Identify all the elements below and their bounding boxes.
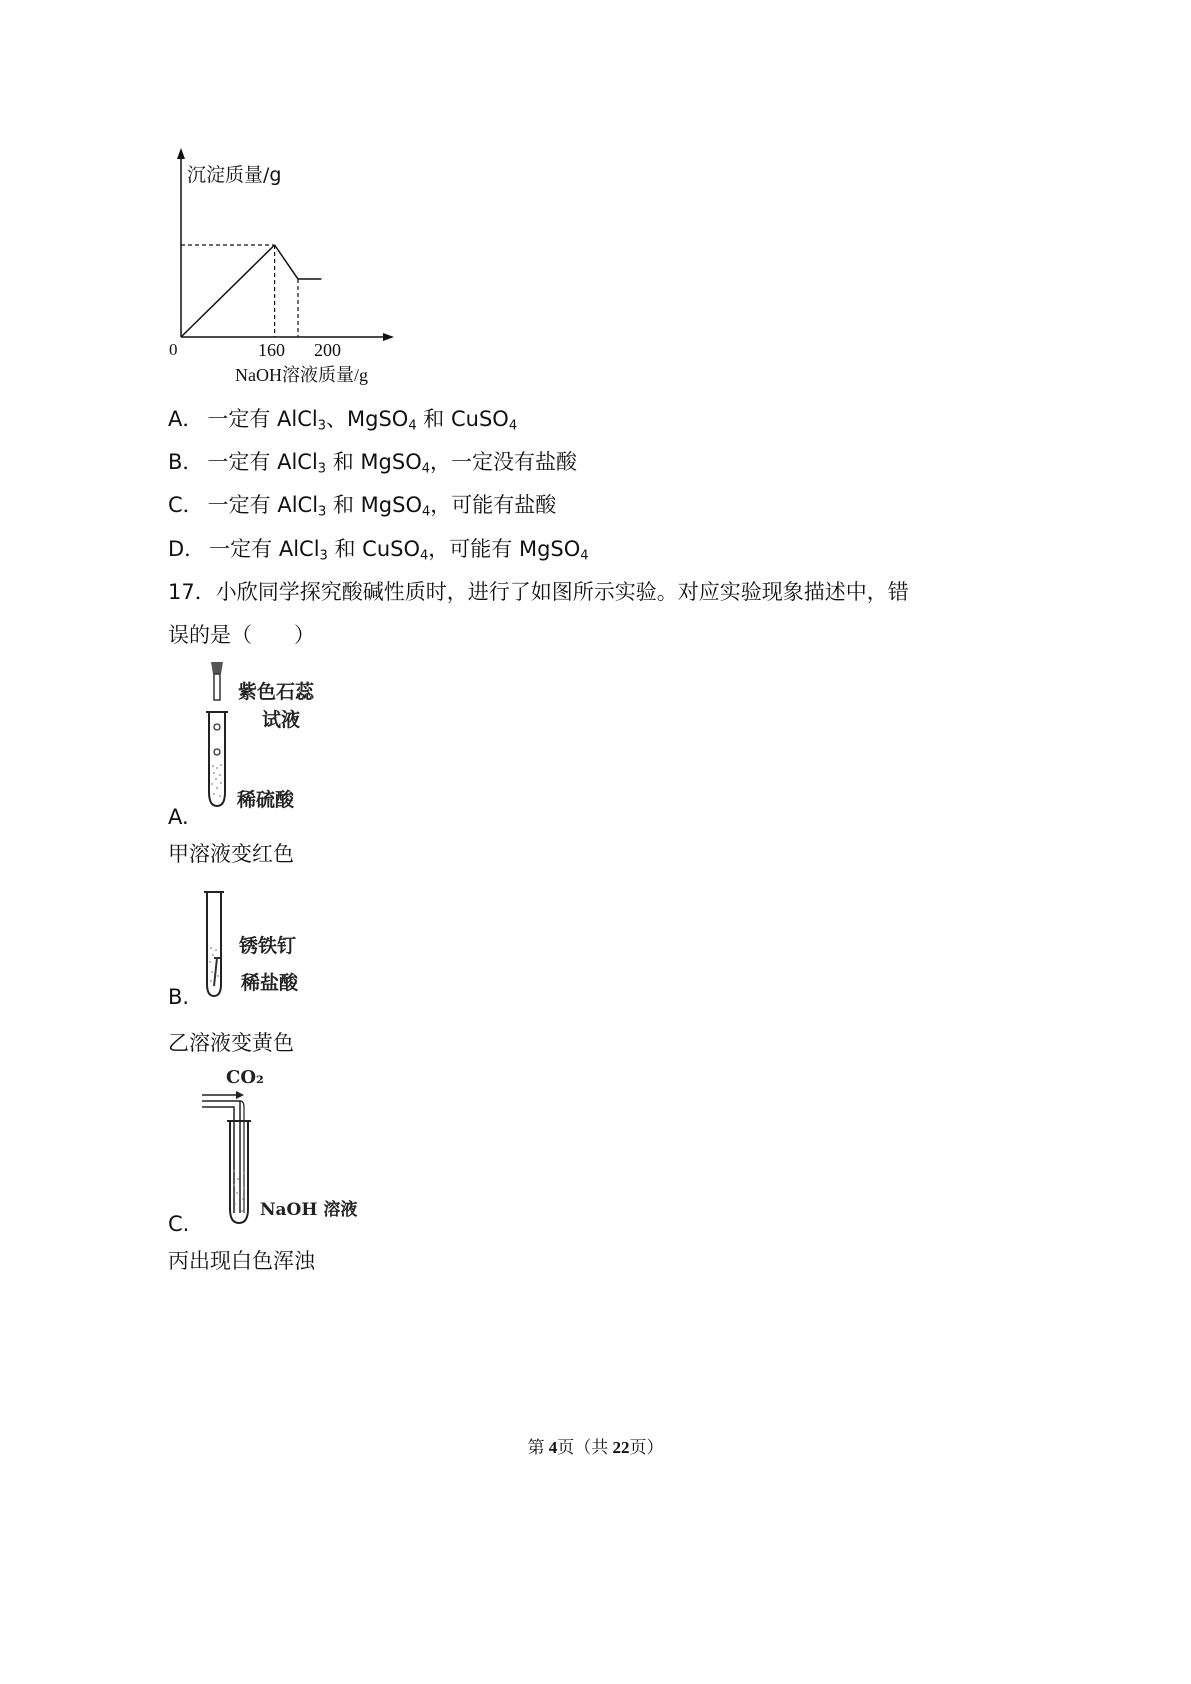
option-c-letter: C. (168, 1212, 190, 1236)
label-litmus: 紫色石蕊 (238, 681, 315, 703)
origin-label: 0 (169, 340, 178, 359)
q16-option-mid2: ，可能有 MgSO (428, 537, 581, 561)
q16-option-mid2: ，可能有盐酸 (430, 493, 557, 517)
x-axis-label: NaOH溶液质量/g (235, 365, 368, 385)
footer-suffix: 页） (629, 1438, 664, 1457)
precipitate-graph (165, 145, 405, 395)
q17-stem-line1: 17．小欣同学探究酸碱性质时，进行了如图所示实验。对应实验现象描述中，错 (168, 580, 909, 604)
test-tube (209, 712, 225, 806)
q16-option-s2: 4 (422, 504, 431, 520)
option-c-caption: 丙出现白色浑浊 (168, 1249, 315, 1273)
q16-option-pre: 一定有 AlCl (207, 407, 318, 431)
test-tube-litmus-figure (195, 660, 345, 810)
graph-segment (181, 245, 275, 337)
q16-option-s1: 3 (317, 418, 327, 434)
q16-option-mid1: 和 CuSO (327, 537, 421, 561)
q16-option-s1: 3 (318, 504, 327, 520)
q16-option-pre: 一定有 AlCl (209, 537, 320, 561)
label-sulfuric-acid: 稀硫酸 (237, 789, 295, 810)
label-naoh-solution: NaOH 溶液 (260, 1200, 358, 1220)
label-rusty-nail: 锈铁钉 (239, 935, 297, 957)
y-axis-arrow (177, 148, 185, 159)
footer-prefix: 第 (527, 1438, 549, 1457)
q16-option-mid1: 、MgSO (326, 407, 409, 431)
q16-option-s3: 4 (580, 548, 589, 564)
test-tube-co2-figure (198, 1063, 378, 1233)
graph-segment (275, 245, 298, 279)
q16-option (168, 535, 589, 563)
q16-option-letter: B． (168, 450, 204, 474)
q16-option-mid2: ，一定没有盐酸 (430, 450, 578, 474)
q17-stem-line2: 误的是（ ） (168, 623, 315, 647)
q16-option-mid1: 和 MgSO (326, 493, 422, 517)
q16-option-s2: 4 (421, 461, 431, 477)
option-b-caption: 乙溶液变黄色 (168, 1031, 294, 1055)
q16-option (168, 448, 577, 476)
liquid (211, 764, 222, 797)
q16-option-s2: 4 (420, 548, 429, 564)
nail (214, 958, 217, 986)
label-co2: CO₂ (226, 1067, 264, 1088)
x-tick-160: 160 (258, 340, 285, 360)
q16-option-s1: 3 (319, 548, 328, 564)
q16-option-mid1: 和 MgSO (326, 450, 422, 474)
q16-option-letter: A． (168, 407, 204, 431)
liquid (233, 1170, 245, 1212)
x-tick-200: 200 (314, 340, 341, 360)
x-axis-arrow (383, 333, 394, 341)
q16-option (168, 405, 517, 433)
y-axis-label: 沉淀质量/g (187, 164, 282, 186)
label-hydrochloric-acid: 稀盐酸 (241, 972, 299, 994)
q16-option-pre: 一定有 AlCl (207, 493, 319, 517)
drop (214, 724, 220, 730)
option-b-letter: B. (168, 985, 190, 1009)
q16-option (168, 491, 556, 519)
q16-option-s1: 3 (317, 461, 327, 477)
footer-page-number: 4 (548, 1438, 558, 1457)
q16-option-pre: 一定有 AlCl (207, 450, 318, 474)
test-tube (230, 1121, 248, 1223)
q16-option-s2: 4 (408, 418, 417, 434)
q16-option-letter: D． (168, 537, 206, 561)
q16-option-s3: 4 (508, 418, 518, 434)
test-tube-rusty-nail-figure (195, 888, 345, 1003)
dropper-tube (214, 674, 220, 700)
option-a-caption: 甲溶液变红色 (168, 842, 294, 866)
option-a-letter: A. (168, 805, 189, 829)
drop (214, 749, 220, 755)
dropper-bulb (211, 662, 223, 674)
q16-option-mid2: 和 CuSO (416, 407, 509, 431)
footer-total-pages: 22 (612, 1438, 630, 1457)
label-reagent: 试液 (262, 709, 301, 731)
delivery-tube (202, 1101, 240, 1213)
page-footer (0, 1433, 1191, 1458)
q16-option-letter: C． (168, 493, 204, 517)
footer-middle: 页（共 (557, 1438, 613, 1457)
